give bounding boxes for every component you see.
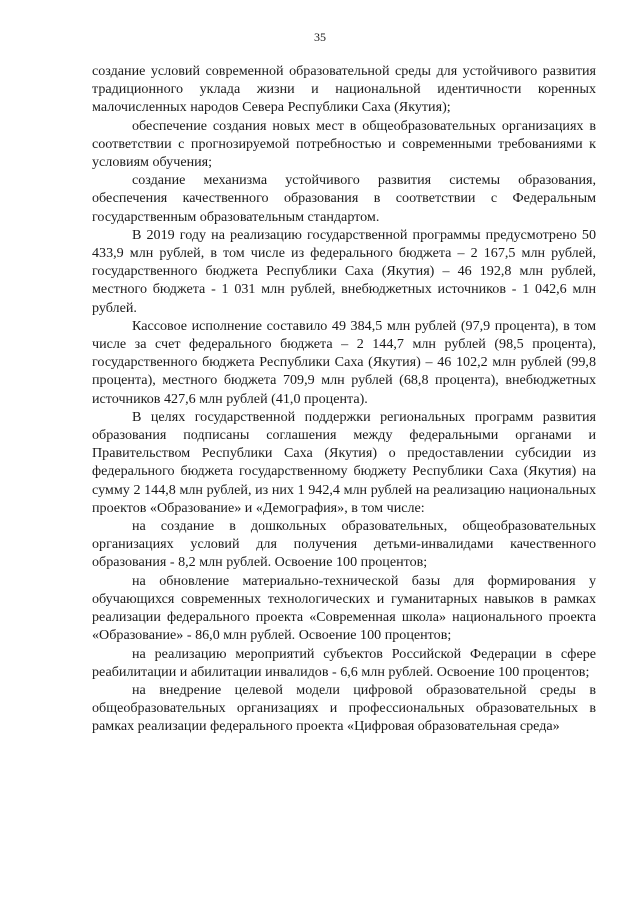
- page-number: 35: [314, 30, 326, 44]
- paragraph-8: на обновление материально-технической базы для формирования у обучающихся современных технологических и гуманитарных навыков в рамках реализации федерального проекта «Современная школа» национального проекта «Образование» - 86,0 млн рублей. Освоение 100 процентов;: [92, 572, 596, 644]
- paragraph-2: обеспечение создания новых мест в общеобразовательных организациях в соответствии с прогнозируемой потребностью и современными требованиями к условиям обучения;: [92, 117, 596, 171]
- paragraph-1: создание условий современной образовательной среды для устойчивого развития традиционного уклада жизни и национальной идентичности коренных малочисленных народов Севера Республики Саха (Якутия);: [92, 63, 596, 116]
- paragraph-7: на создание в дошкольных образовательных, общеобразовательных организациях условий для получения детьми-инвалидами качественного образования - 8,2 млн рублей. Освоение 100 процентов;: [92, 518, 596, 571]
- paragraph-6: В целях государственной поддержки региональных программ развития образования подписаны соглашения между федеральными органами и Правительством Республики Саха (Якутия) о предоставлении субсидии из федерального бюджета государственному бюджету Республики Саха (Якутия) на сумму 2 144,8 млн рублей, из них 1 942,4 млн рублей на реализацию национальных проектов «Образование» и «Демография», в том числе:: [92, 408, 596, 516]
- body-text: [92, 62, 596, 736]
- paragraph-5: Кассовое исполнение составило 49 384,5 млн рублей (97,9 процента), в том числе за счет федерального бюджета – 2 144,7 млн рублей (98,5 процента), государственного бюджета Республики Саха (Якутия) – 46 102,2 млн рублей (99,8 процента), местного бюджета 709,9 млн рублей (68,8 процента), внебюджетных источников 427,6 млн рублей (41,0 процента).: [92, 317, 596, 407]
- paragraph-10: на внедрение целевой модели цифровой образовательной среды в общеобразовательных организациях и профессиональных образовательных в рамках реализации федерального проекта «Цифровая образовательная среда»: [92, 681, 596, 735]
- paragraph-9: на реализацию мероприятий субъектов Российской Федерации в сфере реабилитации и абилитации инвалидов - 6,6 млн рублей. Освоение 100 процентов;: [92, 645, 596, 680]
- paragraph-3: создание механизма устойчивого развития системы образования, обеспечения качественного образования в соответствии с Федеральным государственным образовательным стандартом.: [92, 172, 596, 225]
- paragraph-4: В 2019 году на реализацию государственной программы предусмотрено 50 433,9 млн рублей, в том числе из федерального бюджета – 2 167,5 млн рублей, государственного бюджета Республики Саха (Якутия) – 46 192,8 млн рублей, местного бюджета - 1 031 млн рублей, внебюджетных источников - 1 042,6 млн рублей.: [92, 226, 596, 316]
